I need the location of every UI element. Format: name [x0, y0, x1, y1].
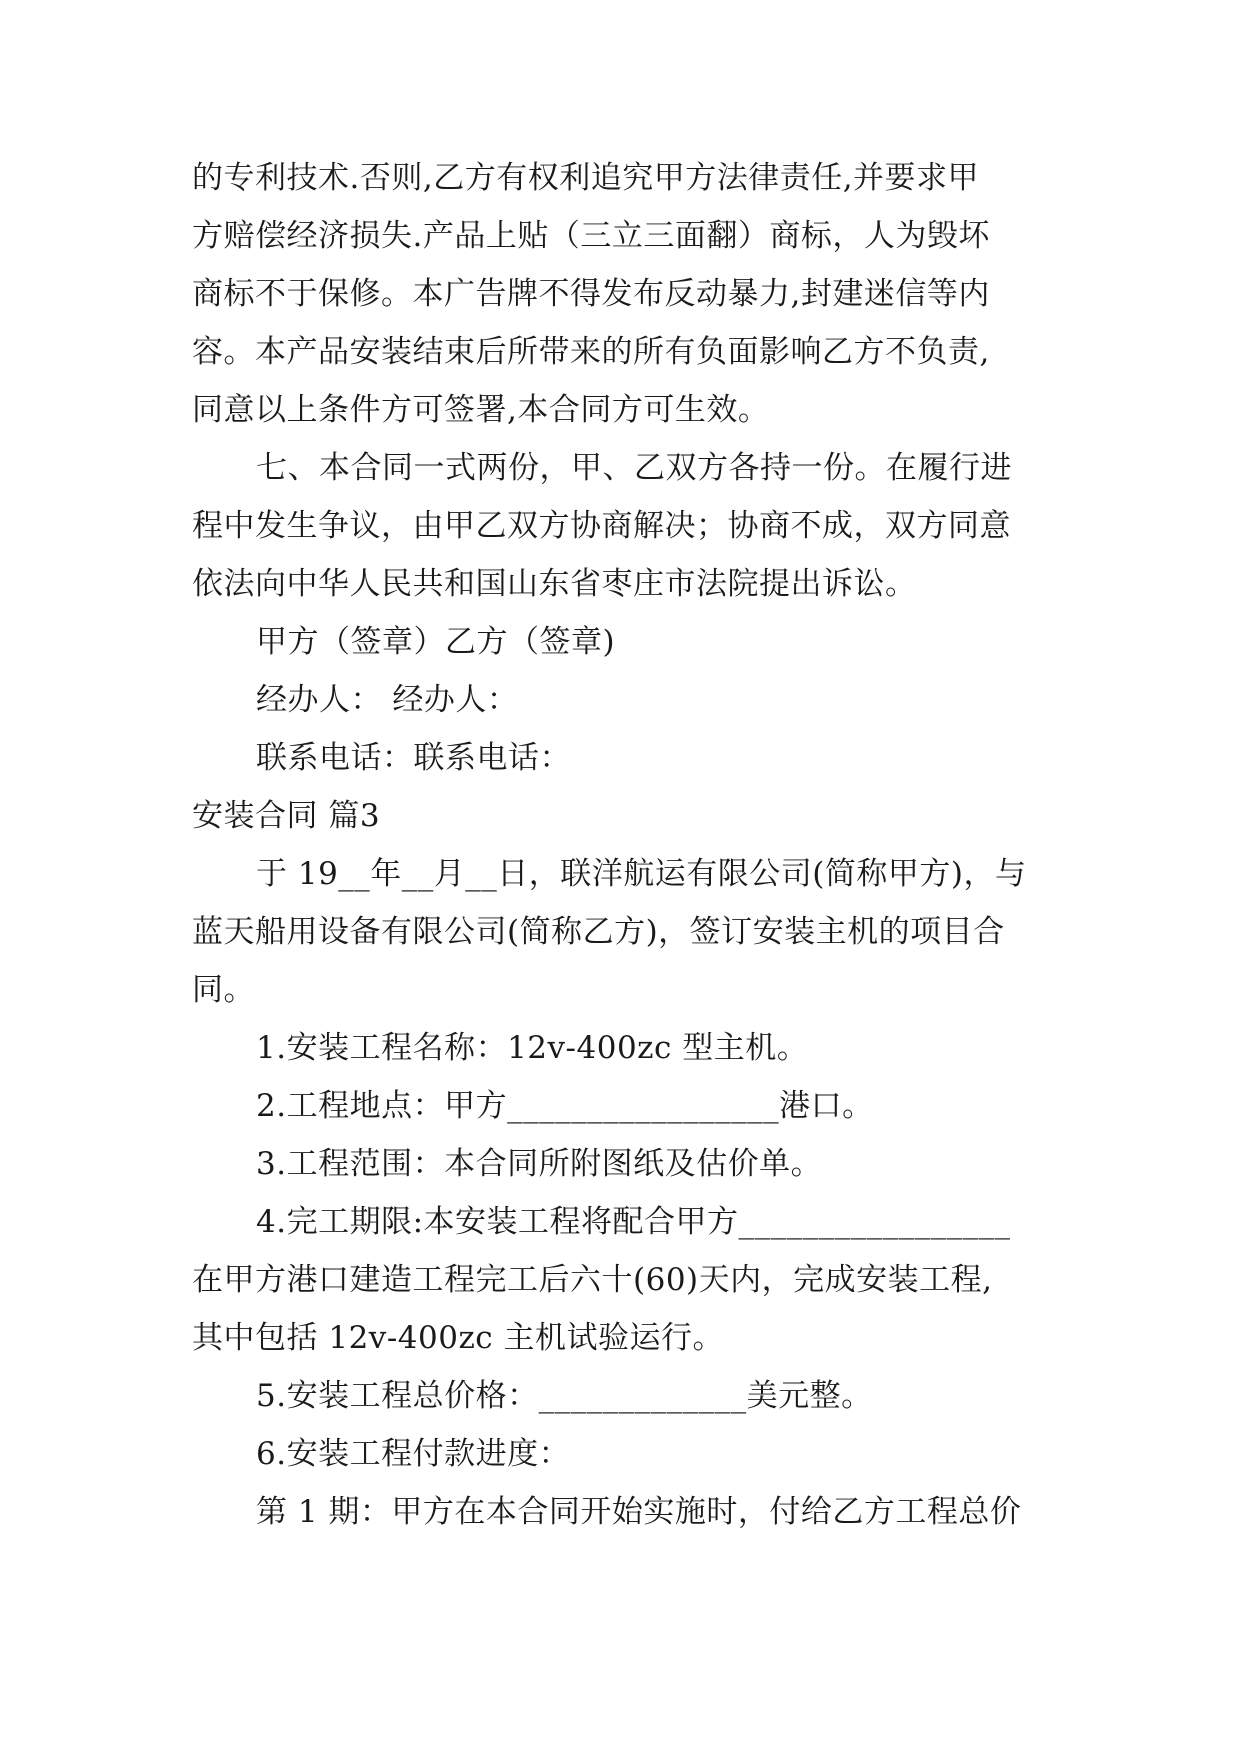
section-heading: 安装合同 篇3 — [192, 798, 381, 834]
clause-line: 1.安装工程名称：12v-400zc 型主机。 — [256, 1030, 809, 1066]
paragraph-line: 蓝天船用设备有限公司(简称乙方)，签订安装主机的项目合 — [192, 914, 1005, 950]
phone-line: 联系电话：联系电话： — [256, 740, 571, 776]
paragraph-line: 容。本产品安装结束后所带来的所有负面影响乙方不负责, — [192, 334, 990, 370]
paragraph-line: 的专利技术.否则,乙方有权利追究甲方法律责任,并要求甲 — [192, 160, 980, 196]
clause-line: 5.安装工程总价格：_____________美元整。 — [256, 1378, 873, 1414]
clause-line: 6.安装工程付款进度： — [256, 1436, 571, 1472]
clause-line: 3.工程范围：本合同所附图纸及估价单。 — [256, 1146, 823, 1182]
paragraph-line: 在甲方港口建造工程完工后六十(60)天内，完成安装工程, — [192, 1262, 993, 1298]
paragraph-line: 其中包括 12v-400zc 主机试验运行。 — [192, 1320, 725, 1356]
paragraph-line: 商标不于保修。本广告牌不得发布反动暴力,封建迷信等内 — [192, 276, 990, 312]
paragraph-line: 第 1 期：甲方在本合同开始实施时，付给乙方工程总价 — [256, 1494, 1022, 1530]
clause-line: 4.完工期限:本安装工程将配合甲方_________________ — [256, 1204, 1011, 1240]
signature-line: 甲方（签章）乙方（签章) — [256, 624, 616, 660]
paragraph-line: 方赔偿经济损失.产品上贴（三立三面翻）商标，人为毁坏 — [192, 218, 990, 254]
paragraph-line: 同。 — [192, 972, 255, 1008]
handler-line: 经办人： 经办人： — [256, 682, 519, 718]
paragraph-line: 于 19__年__月__日，联洋航运有限公司(简称甲方)，与 — [256, 856, 1027, 892]
paragraph-line: 依法向中华人民共和国山东省枣庄市法院提出诉讼。 — [192, 566, 917, 602]
paragraph-line: 程中发生争议，由甲乙双方协商解决；协商不成，双方同意 — [192, 508, 1011, 544]
paragraph-line: 同意以上条件方可签署,本合同方可生效。 — [192, 392, 770, 428]
clause-line: 2.工程地点：甲方_________________港口。 — [256, 1088, 874, 1124]
paragraph-line: 七、本合同一式两份，甲、乙双方各持一份。在履行进 — [256, 450, 1012, 486]
